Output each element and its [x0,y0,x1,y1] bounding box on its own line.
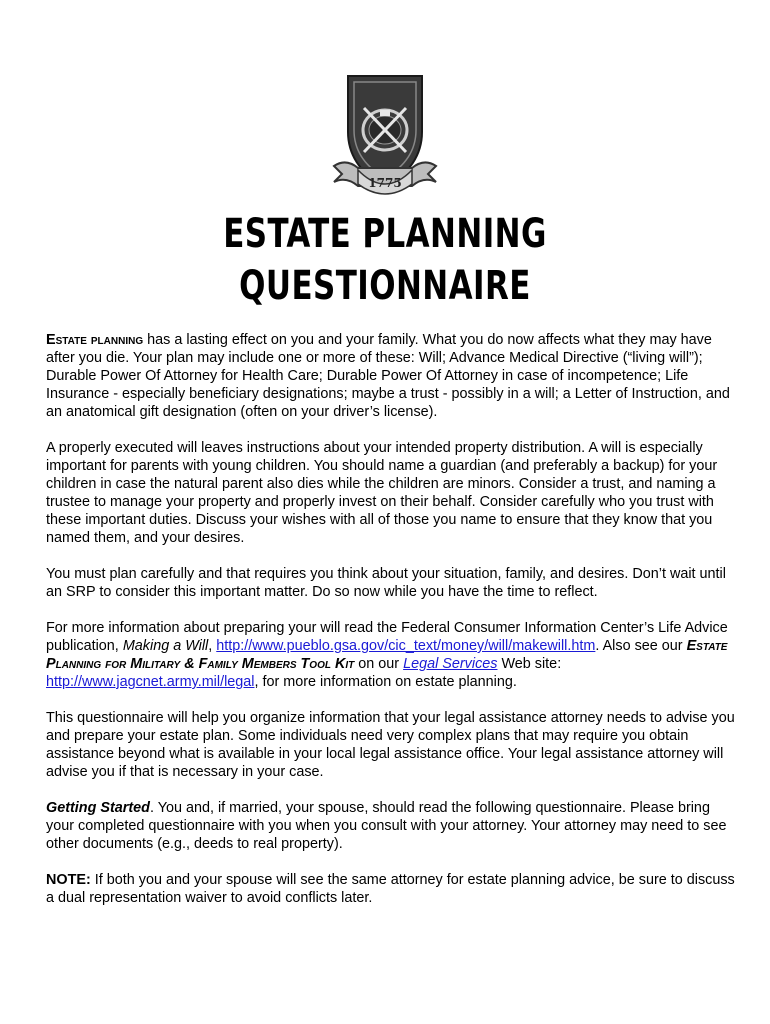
tool-kit-title: Estate Planning for Military & Family Members Tool Kit [46,638,728,672]
note-lead: NOTE: [46,872,91,888]
crest-year: 1775 [368,176,402,190]
legal-services-link[interactable]: Legal Services [403,656,498,672]
title-line-2: QUESTIONNAIRE [239,263,531,309]
intro-paragraph [46,331,736,421]
more-info-paragraph: For more information about preparing your will read the Federal Consumer Information Center’s Life Advice publication, Making a Will, http://www.pueblo.gsa.gov/cic_text/money/will/makewill.htm. Also see our Estate Planning for Military & Family Members Tool Kit on our Legal Services Web site: http://www.jagcnet.army.mil/legal, for more information on estate planning. [46,620,728,690]
getting-started-lead: Getting Started [46,800,150,816]
questionnaire-paragraph: This questionnaire will help you organize information that your legal assistance attorney needs to advise you and prepare your estate plan. Some individuals need very complex plans that may require you obtain assistance beyond what is available in your local legal assistance office. Your legal assistance attorney will advise you if that is necessary in your case. [46,710,735,780]
planning-paragraph: You must plan carefully and that requires you think about your situation, family, and desires. Don’t wait until an SRP to consider this important matter. Do so now while you have the time to reflect. [46,566,726,600]
page-title [54,208,716,312]
will-paragraph: A properly executed will leaves instructions about your intended property distribution. A will is especially important for parents with young children. You should name a guardian (and preferably a backup) for your children in case the natural parent also dies while the children are minors. Consider a trust, and naming a trustee to manage your property and properly invest on their behalf. Consider carefully who you trust with these important duties. Discuss your wishes with all of those you name to ensure that they know that you named them, and your desires. [46,440,718,546]
jagcnet-link[interactable]: http://www.jagcnet.army.mil/legal [46,674,255,690]
intro-lead: Estate planning [46,332,144,348]
note-paragraph: NOTE: If both you and your spouse will see the same attorney for estate planning advice, be sure to discuss a dual representation waiver to avoid conflicts later. [46,872,735,906]
getting-started-paragraph: Getting Started. You and, if married, your spouse, should read the following questionnaire. Please bring your completed questionnaire with you when you consult with your attorney. Your attorney may need to see other documents (e.g., deeds to real property). [46,800,727,852]
publication-title: Making a Will [122,638,209,654]
jag-corps-crest-icon [328,70,442,202]
title-line-1: ESTATE PLANNING [223,211,547,257]
body-text [46,331,736,925]
intro-text: has a lasting effect on you and your family. What you do now affects what they may have after you die. Your plan may include one or more of these: Will; Advance Medical Directive (“living will”); Durable Power Of Attorney for Health Care; Durable Power Of Attorney in case of incompetence; Life Insurance - especially beneficiary designations; maybe a trust - possibly in a will; a Letter of Instruction, and an anatomical gift designation (often on your driver’s license). [46,332,730,420]
makewill-link[interactable]: http://www.pueblo.gsa.gov/cic_text/money/will/makewill.htm [216,638,596,654]
